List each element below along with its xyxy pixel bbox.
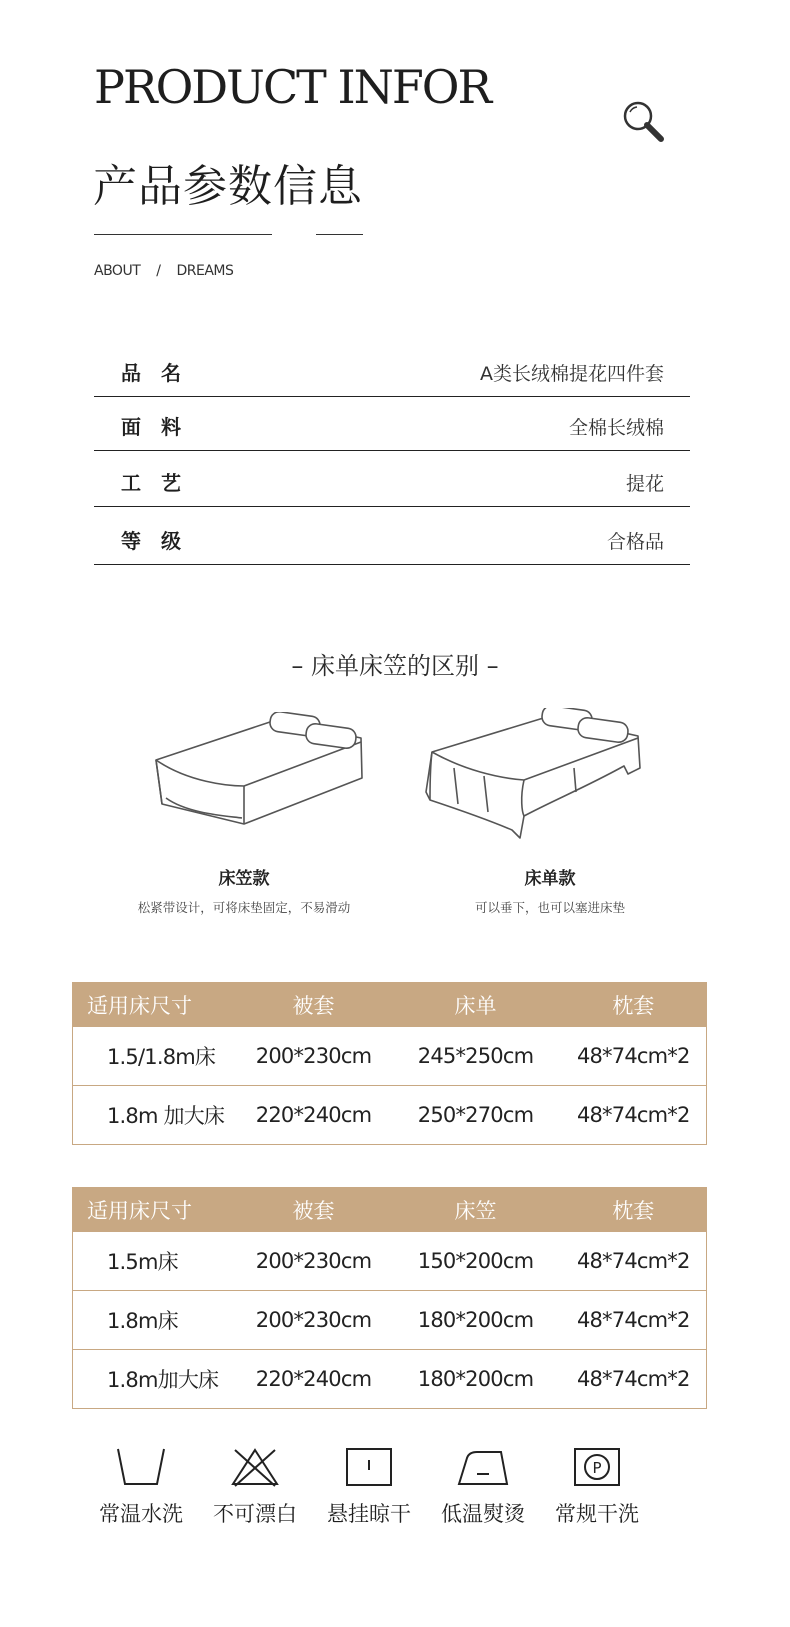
table-cell: 48*74cm*2 [561,1291,707,1350]
table-cell: 150*200cm [391,1232,561,1291]
spec-value: A类长绒棉提花四件套 [480,363,664,385]
table-cell: 220*240cm [237,1086,391,1145]
table-cell: 48*74cm*2 [561,1027,707,1086]
breadcrumb-dreams: DREAMS [176,263,234,279]
table-cell: 250*270cm [391,1086,561,1145]
fitted-sheet-name: 床笠款 [218,869,270,889]
table-header-cell: 被套 [237,1188,391,1232]
table-cell: 48*74cm*2 [561,1086,707,1145]
fitted-sheet-desc: 松紧带设计，可将床垫固定，不易滑动 [137,900,351,915]
care-label: 常规干洗 [555,1502,639,1526]
table-row [73,1291,707,1350]
spec-label: 品名 [121,361,201,385]
table-cell: 180*200cm [391,1350,561,1409]
table-header-cell: 床单 [391,983,561,1027]
table-row [73,1232,707,1291]
table-row [73,1350,707,1409]
spec-label: 面料 [121,415,201,439]
table-row [73,1086,707,1145]
table-header-cell: 枕套 [561,1188,707,1232]
care-label: 不可漂白 [213,1502,297,1526]
care-item-line-dry [314,1446,424,1528]
table-header-cell: 床笠 [391,1188,561,1232]
table-cell: 1.8m床 [73,1291,237,1350]
no-bleach-icon [229,1446,281,1488]
page-title-en: PRODUCT INFOR [94,60,491,114]
spec-value: 提花 [625,473,664,495]
table-header-cell: 枕套 [561,983,707,1027]
table-cell: 48*74cm*2 [561,1232,707,1291]
breadcrumb-separator: / [156,263,161,279]
table-cell: 1.8m加大床 [73,1350,237,1409]
size-table-flat-sheet [72,982,707,1145]
spec-row-name [94,340,690,397]
table-cell: 1.8m 加大床 [73,1086,237,1145]
spec-value: 合格品 [606,531,664,553]
breadcrumb [94,263,233,279]
spec-label: 工艺 [121,471,201,495]
breadcrumb-about: ABOUT [94,263,141,279]
washtub-icon [115,1446,167,1488]
spec-row-fabric [94,394,690,451]
flat-sheet-name: 床单款 [524,869,576,889]
low-iron-icon [455,1446,511,1488]
care-item-dry-clean [542,1446,652,1528]
fitted-sheet-bed-illustration [148,712,378,842]
section-title: – 床单床笠的区别 – [291,652,499,680]
size-table-fitted-sheet [72,1187,707,1409]
table-header-row [73,983,707,1027]
spec-row-craft [94,450,690,507]
care-item-low-iron [428,1446,538,1528]
divider-line-short [316,234,363,235]
spec-row-grade [94,508,690,565]
search-icon [620,98,666,144]
page-title-cn: 产品参数信息 [93,161,363,212]
table-header-row [73,1188,707,1232]
spec-label: 等级 [121,529,201,553]
table-cell: 200*230cm [237,1232,391,1291]
spec-value: 全棉长绒棉 [568,417,664,439]
table-row [73,1027,707,1086]
care-label: 常温水洗 [99,1502,183,1526]
table-header-cell: 被套 [237,983,391,1027]
table-cell: 220*240cm [237,1350,391,1409]
line-dry-icon [343,1446,395,1488]
table-cell: 200*230cm [237,1291,391,1350]
svg-text:P: P [592,1459,602,1477]
care-label: 悬挂晾干 [327,1502,411,1526]
table-header-cell: 适用床尺寸 [73,1188,237,1232]
flat-sheet-desc: 可以垂下，也可以塞进床垫 [474,900,625,915]
table-cell: 1.5m床 [73,1232,237,1291]
table-cell: 245*250cm [391,1027,561,1086]
table-header-cell: 适用床尺寸 [73,983,237,1027]
table-cell: 200*230cm [237,1027,391,1086]
divider-line [94,234,272,235]
flat-sheet-bed-illustration [424,708,654,848]
table-cell: 48*74cm*2 [561,1350,707,1409]
care-item-no-bleach [200,1446,310,1528]
table-cell: 1.5/1.8m床 [73,1027,237,1086]
table-cell: 180*200cm [391,1291,561,1350]
dry-clean-p-icon [571,1446,623,1488]
care-item-wash [86,1446,196,1528]
care-label: 低温熨烫 [441,1502,525,1526]
